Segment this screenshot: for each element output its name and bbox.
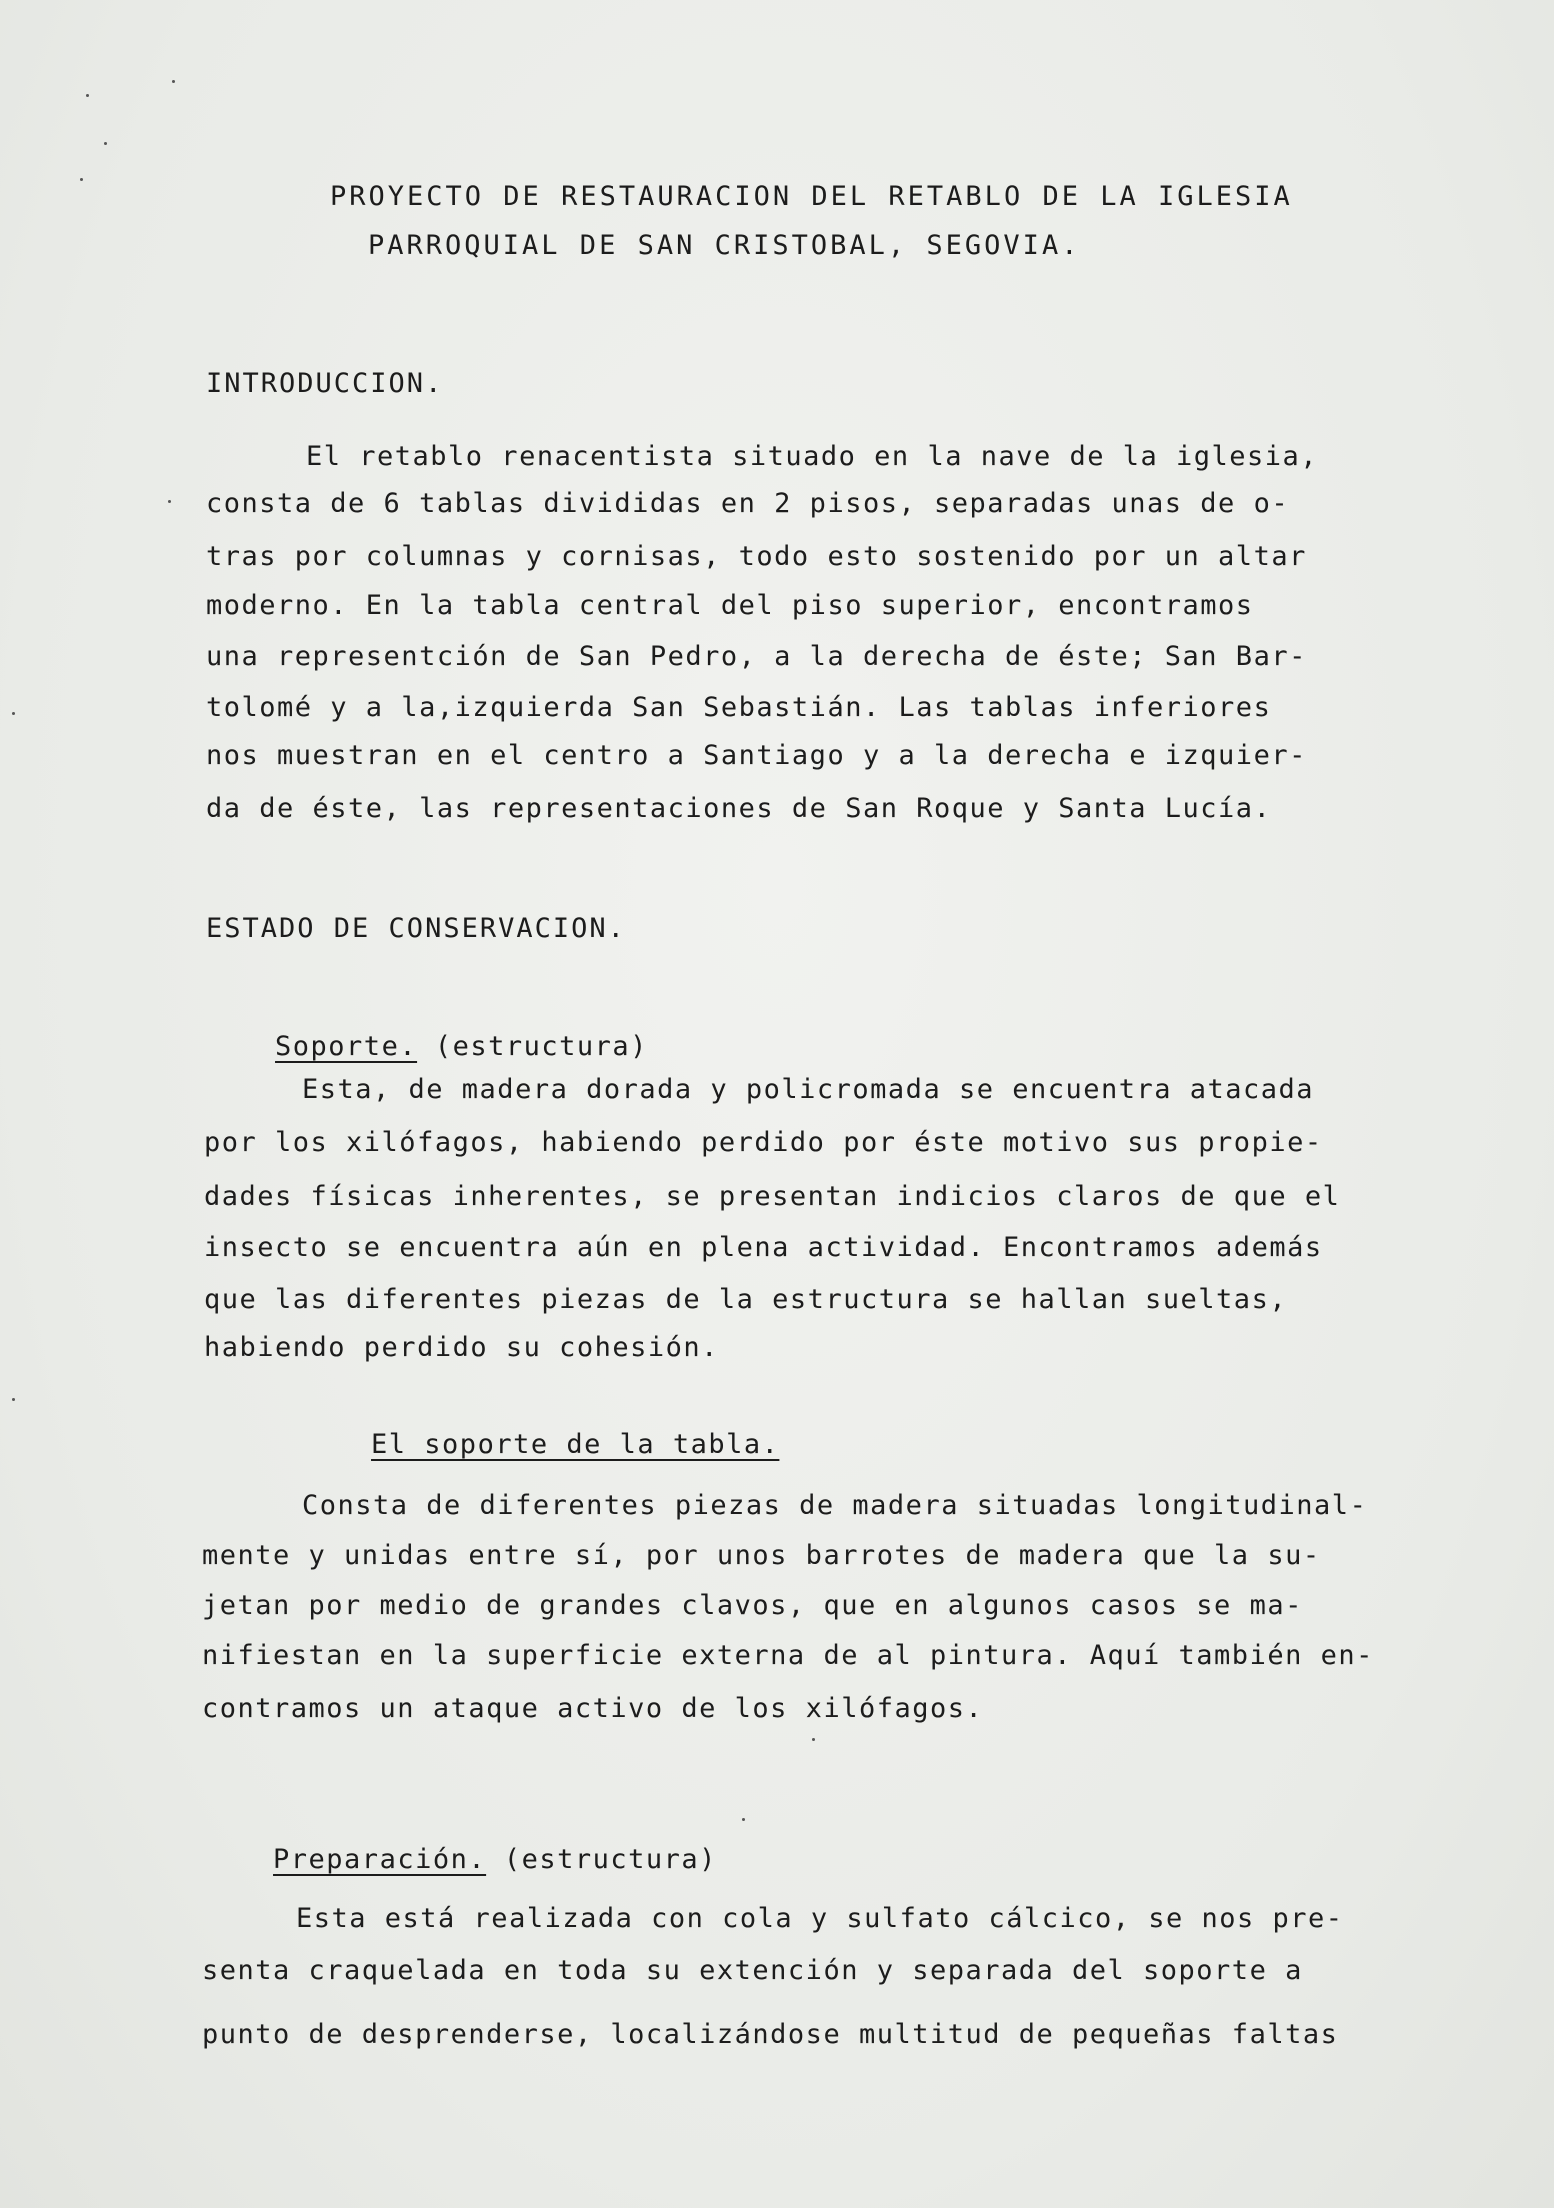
title-line-1: PROYECTO DE RESTAURACION DEL RETABLO DE LA IGLESIA	[330, 181, 1293, 212]
tabla-line: Consta de diferentes piezas de madera situadas longitudinal-	[302, 1490, 1368, 1521]
preparacion-line: punto de desprenderse, localizándose multitud de pequeñas faltas	[202, 2019, 1339, 2050]
intro-line: El retablo renacentista situado en la nave de la iglesia,	[306, 441, 1319, 472]
scan-speck	[80, 178, 83, 181]
scan-speck	[12, 1398, 15, 1401]
intro-line: una representción de San Pedro, a la derecha de éste; San Bar-	[206, 641, 1307, 672]
intro-line: moderno. En la tabla central del piso superior, encontramos	[206, 590, 1254, 621]
preparacion-label: Preparación.	[273, 1844, 487, 1875]
preparacion-line: Esta está realizada con cola y sulfato cálcico, se nos pre-	[296, 1903, 1344, 1934]
soporte-line: por los xilófagos, habiendo perdido por éste motivo sus propie-	[204, 1127, 1323, 1158]
scan-speck	[12, 712, 15, 715]
tabla-line: jetan por medio de grandes clavos, que en algunos casos se ma-	[202, 1590, 1303, 1621]
intro-line: nos muestran en el centro a Santiago y a la derecha e izquier-	[206, 740, 1307, 771]
tabla-line: nifiestan en la superficie externa de al pintura. Aquí también en-	[202, 1640, 1374, 1671]
soporte-label: Soporte.	[275, 1031, 418, 1062]
intro-line: consta de 6 tablas divididas en 2 pisos, separadas unas de o-	[206, 488, 1290, 519]
tabla-line: mente y unidas entre sí, por unos barrotes de madera que la su-	[202, 1540, 1321, 1571]
soporte-line: habiendo perdido su cohesión.	[204, 1332, 719, 1363]
intro-line: tras por columnas y cornisas, todo esto sostenido por un altar	[206, 541, 1307, 572]
scan-speck	[812, 1738, 815, 1741]
intro-line: da de éste, las representaciones de San Roque y Santa Lucía.	[206, 793, 1272, 824]
intro-line: tolomé y a la,izquierda San Sebastián. Las tablas inferiores	[206, 692, 1272, 723]
scan-speck	[104, 142, 107, 145]
scan-speck	[168, 500, 171, 503]
soporte-note: (estructura)	[434, 1031, 648, 1062]
preparacion-line: senta craquelada en toda su extención y separada del soporte a	[202, 1955, 1303, 1986]
conservation-heading: ESTADO DE CONSERVACION.	[206, 913, 626, 944]
intro-heading: INTRODUCCION.	[206, 368, 444, 399]
soporte-line: que las diferentes piezas de la estructura se hallan sueltas,	[204, 1284, 1288, 1315]
tabla-label: El soporte de la tabla.	[371, 1429, 780, 1460]
scan-speck	[742, 1818, 745, 1821]
tabla-line: contramos un ataque activo de los xilófagos.	[202, 1693, 984, 1724]
title-line-2: PARROQUIAL DE SAN CRISTOBAL, SEGOVIA.	[368, 230, 1081, 261]
soporte-line: Esta, de madera dorada y policromada se encuentra atacada	[302, 1074, 1315, 1105]
preparacion-heading	[202, 1813, 717, 1906]
soporte-line: insecto se encuentra aún en plena actividad. Encontramos además	[204, 1232, 1323, 1263]
preparacion-note: (estructura)	[503, 1844, 717, 1875]
scan-speck	[86, 94, 89, 97]
tabla-heading	[300, 1398, 779, 1491]
soporte-line: dades físicas inherentes, se presentan indicios claros de que el	[204, 1181, 1341, 1212]
scan-speck	[172, 80, 175, 83]
